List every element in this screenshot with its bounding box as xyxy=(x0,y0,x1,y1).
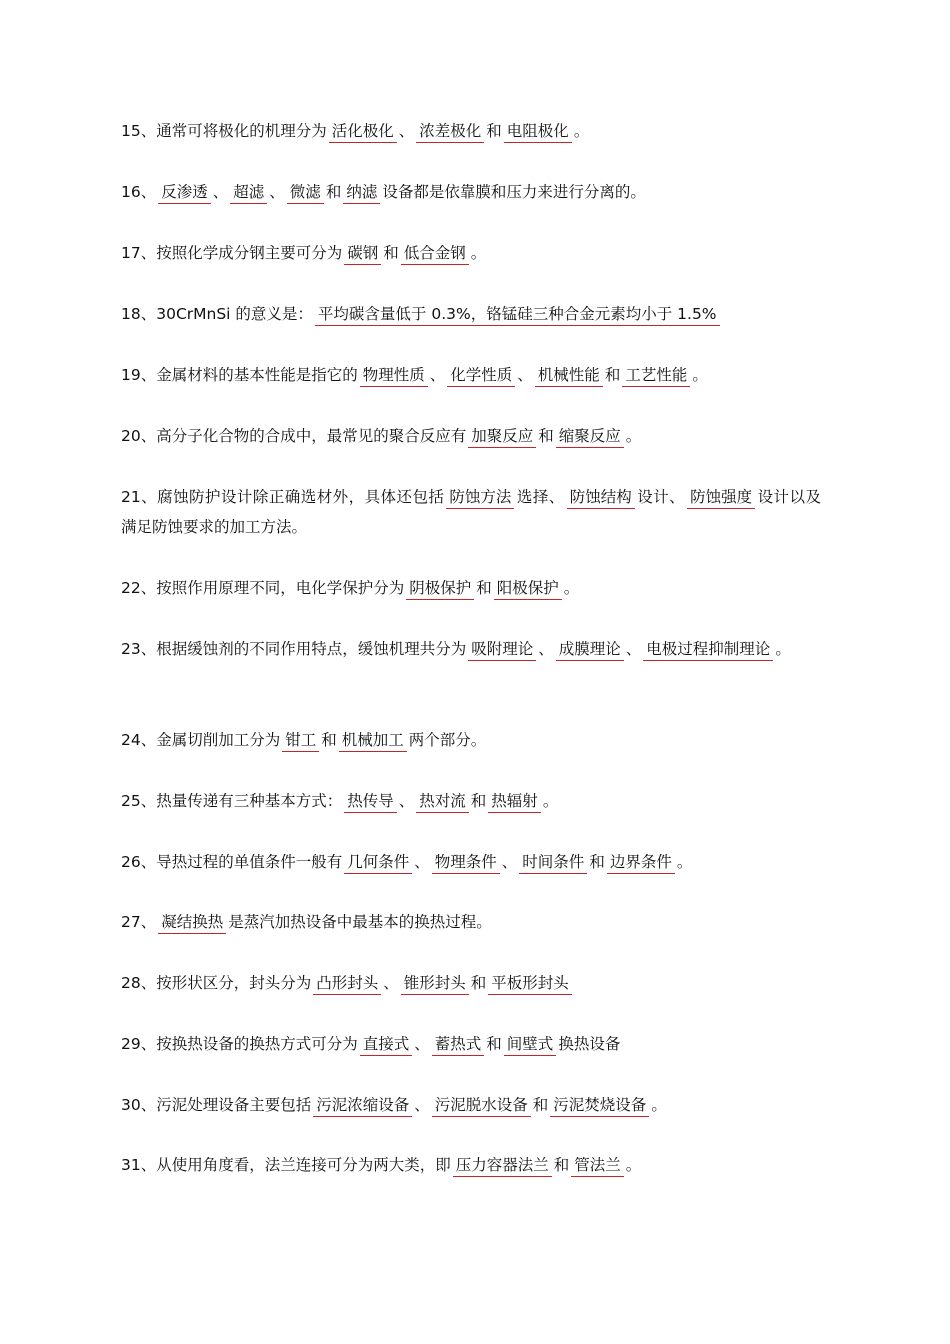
answer-blank: 平板形封头 xyxy=(488,973,572,995)
question-text: 和 xyxy=(604,366,621,384)
question-text: 21、腐蚀防护设计除正确选材外，具体还包括 xyxy=(121,488,445,506)
answer-blank: 直接式 xyxy=(360,1034,413,1056)
answer-blank: 间壁式 xyxy=(504,1034,557,1056)
question-text: 28、按形状区分，封头分为 xyxy=(121,974,312,992)
answer-blank: 钳工 xyxy=(282,730,319,752)
question-text: 两个部分。 xyxy=(408,731,487,749)
answer-blank: 缩聚反应 xyxy=(556,426,624,448)
question-text: 。 xyxy=(775,640,791,658)
answer-blank: 反渗透 xyxy=(158,182,211,204)
question-text: 、 xyxy=(269,183,285,201)
answer-blank: 边界条件 xyxy=(607,852,675,874)
question-text: 、 xyxy=(212,183,229,201)
answer-blank: 热辐射 xyxy=(488,791,541,813)
answer-blank: 超滤 xyxy=(230,182,267,204)
question-19 xyxy=(121,360,821,390)
question-18 xyxy=(121,299,821,329)
answer-blank: 管法兰 xyxy=(571,1155,624,1177)
question-text: 。 xyxy=(651,1096,667,1114)
question-text: 26、导热过程的单值条件一般有 xyxy=(121,853,343,871)
question-text: 15、通常可将极化的机理分为 xyxy=(121,122,327,140)
question-text: 设备都是依靠膜和压力来进行分离的。 xyxy=(382,183,646,201)
question-text: 设计以及满足防蚀要求的加工方法。 xyxy=(121,488,821,536)
question-text: 。 xyxy=(542,792,559,810)
question-27 xyxy=(121,907,821,937)
question-26 xyxy=(121,847,821,877)
answer-blank: 污泥浓缩设备 xyxy=(313,1095,412,1117)
answer-blank: 平均碳含量低于 0.3%，铬锰硅三种合金元素均小于 1.5% xyxy=(315,304,720,326)
question-text: 和 xyxy=(553,1156,570,1174)
question-text: 和 xyxy=(538,427,554,445)
question-text: 19、金属材料的基本性能是指它的 xyxy=(121,366,358,384)
question-text: 和 xyxy=(589,853,605,871)
question-text: 29、按换热设备的换热方式可分为 xyxy=(121,1035,358,1053)
question-text: 和 xyxy=(486,1035,502,1053)
question-text: 。 xyxy=(470,244,487,262)
answer-blank: 吸附理论 xyxy=(468,639,536,661)
answer-blank: 碳钢 xyxy=(344,243,381,265)
question-text: 、 xyxy=(625,640,642,658)
question-21 xyxy=(121,482,821,542)
answer-blank: 防蚀结构 xyxy=(567,487,635,509)
answer-blank: 低合金钢 xyxy=(401,243,469,265)
question-29 xyxy=(121,1029,821,1059)
answer-blank: 时间条件 xyxy=(519,852,587,874)
question-16 xyxy=(121,177,821,207)
answer-blank: 纳滤 xyxy=(343,182,380,204)
answer-blank: 锥形封头 xyxy=(401,973,469,995)
answer-blank: 工艺性能 xyxy=(622,365,690,387)
question-text: 27、 xyxy=(121,913,157,931)
answer-blank: 物理性质 xyxy=(360,365,428,387)
question-text: 17、按照化学成分钢主要可分为 xyxy=(121,244,343,262)
question-text: 31、从使用角度看，法兰连接可分为两大类，即 xyxy=(121,1156,451,1174)
question-24 xyxy=(121,725,821,755)
question-text: 20、高分子化合物的合成中，最常见的聚合反应有 xyxy=(121,427,467,445)
answer-blank: 微滤 xyxy=(287,182,324,204)
answer-blank: 机械加工 xyxy=(339,730,407,752)
answer-blank: 防蚀方法 xyxy=(446,487,514,509)
question-text: 和 xyxy=(321,731,337,749)
question-text: 选择、 xyxy=(516,488,565,506)
question-text: 16、 xyxy=(121,183,157,201)
answer-blank: 加聚反应 xyxy=(468,426,536,448)
question-text: 23、根据缓蚀剂的不同作用特点，缓蚀机理共分为 xyxy=(121,640,467,658)
answer-blank: 几何条件 xyxy=(344,852,412,874)
answer-blank: 压力容器法兰 xyxy=(453,1155,552,1177)
answer-blank: 成膜理论 xyxy=(556,639,624,661)
question-text: 、 xyxy=(398,792,415,810)
question-text: 换热设备 xyxy=(558,1035,621,1053)
question-text: 25、热量传递有三种基本方式： xyxy=(121,792,343,810)
question-30 xyxy=(121,1090,821,1120)
answer-blank: 污泥脱水设备 xyxy=(432,1095,531,1117)
question-text: 、 xyxy=(414,1035,430,1053)
question-23 xyxy=(121,634,821,664)
question-text: 、 xyxy=(383,974,399,992)
question-text: 、 xyxy=(538,640,554,658)
question-text: 18、30CrMnSi 的意义是： xyxy=(121,305,313,323)
question-text: 22、按照作用原理不同，电化学保护分为 xyxy=(121,579,405,597)
question-text: 和 xyxy=(470,974,487,992)
answer-blank: 热对流 xyxy=(416,791,469,813)
question-text: 和 xyxy=(325,183,342,201)
question-text: 、 xyxy=(398,122,415,140)
question-text: 。 xyxy=(625,1156,642,1174)
question-31 xyxy=(121,1150,821,1180)
question-text: 是蒸汽加热设备中最基本的换热过程。 xyxy=(228,913,492,931)
question-text: 。 xyxy=(573,122,590,140)
answer-blank: 浓差极化 xyxy=(416,121,484,143)
answer-blank: 热传导 xyxy=(344,791,397,813)
question-17 xyxy=(121,238,821,268)
question-text: 、 xyxy=(414,1096,430,1114)
question-20 xyxy=(121,421,821,451)
question-28 xyxy=(121,968,821,998)
answer-blank: 化学性质 xyxy=(447,365,515,387)
question-text: 和 xyxy=(486,122,502,140)
question-25 xyxy=(121,786,821,816)
answer-blank: 阴极保护 xyxy=(406,578,474,600)
question-text: 和 xyxy=(532,1096,549,1114)
question-text: 和 xyxy=(383,244,399,262)
answer-blank: 蓄热式 xyxy=(432,1034,485,1056)
question-text: 、 xyxy=(517,366,533,384)
answer-blank: 电阻极化 xyxy=(504,121,572,143)
question-text: 、 xyxy=(414,853,430,871)
answer-blank: 阳极保护 xyxy=(494,578,562,600)
answer-blank: 活化极化 xyxy=(329,121,397,143)
answer-blank: 物理条件 xyxy=(432,852,500,874)
answer-blank: 凸形封头 xyxy=(313,973,381,995)
question-22 xyxy=(121,573,821,603)
question-text: 。 xyxy=(625,427,642,445)
answer-blank: 机械性能 xyxy=(535,365,603,387)
question-text: 、 xyxy=(501,853,518,871)
question-text: 。 xyxy=(676,853,693,871)
question-15 xyxy=(121,116,821,146)
answer-blank: 防蚀强度 xyxy=(687,487,755,509)
question-text: 设计、 xyxy=(636,488,686,506)
question-text: 。 xyxy=(692,366,708,384)
question-text: 30、污泥处理设备主要包括 xyxy=(121,1096,312,1114)
answer-blank: 电极过程抑制理论 xyxy=(643,639,773,661)
question-text: 。 xyxy=(563,579,580,597)
question-text: 和 xyxy=(476,579,492,597)
question-text: 和 xyxy=(470,792,487,810)
question-text: 、 xyxy=(429,366,446,384)
question-text: 24、金属切削加工分为 xyxy=(121,731,281,749)
answer-blank: 凝结换热 xyxy=(158,912,226,934)
answer-blank: 污泥焚烧设备 xyxy=(550,1095,649,1117)
